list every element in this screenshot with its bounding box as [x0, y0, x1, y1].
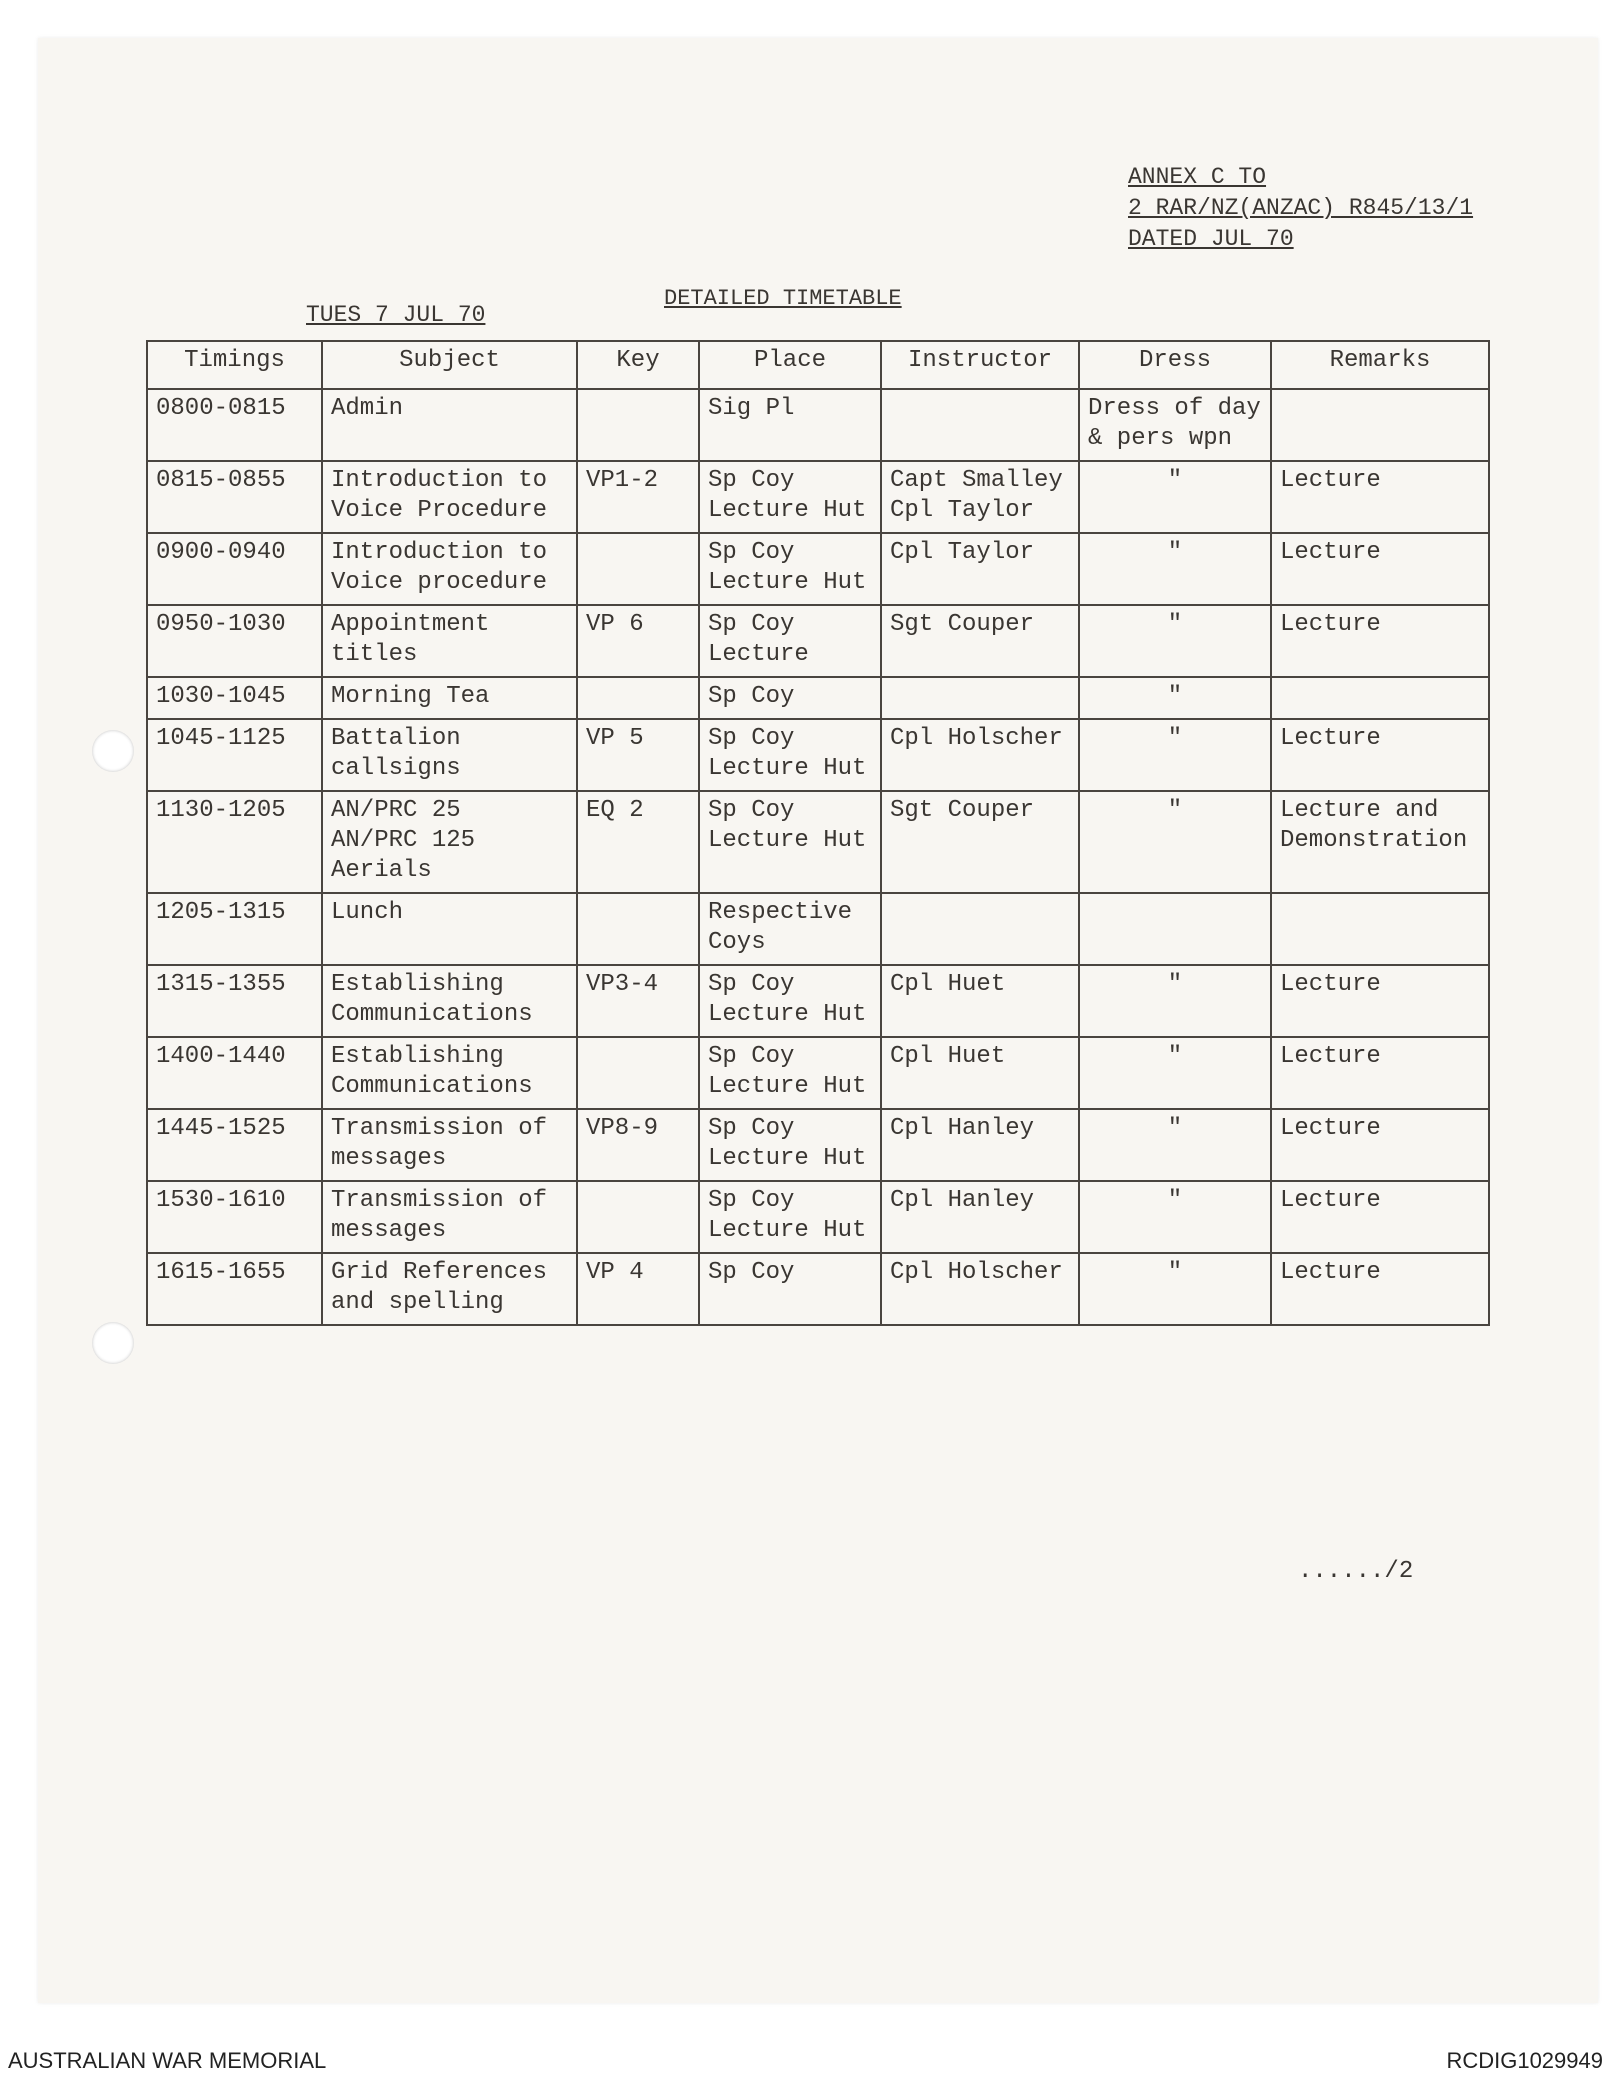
header-place: Place [699, 341, 881, 389]
cell-remarks: Lecture and Demonstration [1271, 791, 1489, 893]
cell-place: Sp Coy Lecture Hut [699, 1181, 881, 1253]
cell-dress: " [1079, 605, 1271, 677]
cell-dress: " [1079, 1109, 1271, 1181]
table-row [147, 461, 1489, 533]
cell-subject: Battalion callsigns [322, 719, 577, 791]
table-row [147, 533, 1489, 605]
table-row [147, 1037, 1489, 1109]
cell-subject: Admin [322, 389, 577, 461]
cell-instructor [881, 389, 1079, 461]
cell-subject: Transmission of messages [322, 1109, 577, 1181]
cell-key: VP 6 [577, 605, 699, 677]
cell-remarks: Lecture [1271, 719, 1489, 791]
cell-key [577, 677, 699, 719]
cell-remarks: Lecture [1271, 1181, 1489, 1253]
cell-instructor: Capt Smalley Cpl Taylor [881, 461, 1079, 533]
cell-remarks: Lecture [1271, 533, 1489, 605]
cell-timing: 0800-0815 [147, 389, 322, 461]
cell-timing: 0900-0940 [147, 533, 322, 605]
table-row [147, 677, 1489, 719]
cell-instructor: Cpl Hanley [881, 1181, 1079, 1253]
cell-instructor: Cpl Holscher [881, 719, 1079, 791]
table-row [147, 389, 1489, 461]
cell-subject: AN/PRC 25 AN/PRC 125 Aerials [322, 791, 577, 893]
cell-timing: 1400-1440 [147, 1037, 322, 1109]
cell-place: Sp Coy Lecture Hut [699, 1109, 881, 1181]
cell-timing: 1045-1125 [147, 719, 322, 791]
cell-dress: " [1079, 719, 1271, 791]
day-title: TUES 7 JUL 70 [306, 302, 486, 328]
cell-timing: 1130-1205 [147, 791, 322, 893]
cell-dress: " [1079, 677, 1271, 719]
cell-remarks [1271, 893, 1489, 965]
cell-remarks: Lecture [1271, 605, 1489, 677]
footer-source: AUSTRALIAN WAR MEMORIAL [8, 2048, 327, 2073]
cell-place: Sp Coy Lecture [699, 605, 881, 677]
header-dress: Dress [1079, 341, 1271, 389]
cell-key: VP 4 [577, 1253, 699, 1325]
cell-timing: 1315-1355 [147, 965, 322, 1037]
cell-place: Sp Coy Lecture Hut [699, 965, 881, 1037]
cell-dress: " [1079, 533, 1271, 605]
cell-place: Respective Coys [699, 893, 881, 965]
header-key: Key [577, 341, 699, 389]
cell-remarks: Lecture [1271, 1037, 1489, 1109]
cell-instructor [881, 893, 1079, 965]
cell-place: Sig Pl [699, 389, 881, 461]
cell-instructor: Cpl Hanley [881, 1109, 1079, 1181]
cell-instructor: Sgt Couper [881, 791, 1079, 893]
footer-id: RCDIG1029949 [1446, 2048, 1603, 2073]
annex-line-3: DATED JUL 70 [1128, 226, 1294, 252]
cell-dress: " [1079, 1037, 1271, 1109]
table-row [147, 965, 1489, 1037]
cell-instructor: Sgt Couper [881, 605, 1079, 677]
cell-place: Sp Coy Lecture Hut [699, 461, 881, 533]
cell-timing: 1030-1045 [147, 677, 322, 719]
header-instructor: Instructor [881, 341, 1079, 389]
cell-timing: 1445-1525 [147, 1109, 322, 1181]
table-row [147, 893, 1489, 965]
cell-instructor: Cpl Holscher [881, 1253, 1079, 1325]
cell-timing: 1530-1610 [147, 1181, 322, 1253]
annex-line-2: 2 RAR/NZ(ANZAC) R845/13/1 [1128, 195, 1474, 221]
cell-place: Sp Coy Lecture Hut [699, 791, 881, 893]
cell-key [577, 1181, 699, 1253]
table-row [147, 1109, 1489, 1181]
cell-subject: Grid References and spelling [322, 1253, 577, 1325]
punch-hole-top [92, 730, 134, 772]
cell-timing: 1615-1655 [147, 1253, 322, 1325]
cell-key [577, 533, 699, 605]
cell-dress: " [1079, 965, 1271, 1037]
cell-key: VP 5 [577, 719, 699, 791]
cell-timing: 0815-0855 [147, 461, 322, 533]
cell-place: Sp Coy Lecture Hut [699, 1037, 881, 1109]
cell-key [577, 389, 699, 461]
cell-key: VP3-4 [577, 965, 699, 1037]
cell-dress: Dress of day & pers wpn [1079, 389, 1271, 461]
table-row [147, 1181, 1489, 1253]
cell-subject: Morning Tea [322, 677, 577, 719]
table-row [147, 605, 1489, 677]
cell-dress: " [1079, 791, 1271, 893]
cell-key [577, 893, 699, 965]
cell-instructor: Cpl Taylor [881, 533, 1079, 605]
cell-subject: Establishing Communications [322, 965, 577, 1037]
table-row [147, 1253, 1489, 1325]
cell-instructor: Cpl Huet [881, 1037, 1079, 1109]
header-remarks: Remarks [1271, 341, 1489, 389]
page-continuation: ....../2 [1298, 1558, 1414, 1585]
annex-reference [1128, 162, 1473, 255]
header-subject: Subject [322, 341, 577, 389]
cell-dress [1079, 893, 1271, 965]
timetable-header-row [147, 341, 1489, 389]
table-row [147, 791, 1489, 893]
cell-place: Sp Coy Lecture Hut [699, 533, 881, 605]
annex-line-1: ANNEX C TO [1128, 164, 1267, 190]
cell-timing: 1205-1315 [147, 893, 322, 965]
cell-remarks: Lecture [1271, 1109, 1489, 1181]
cell-place: Sp Coy Lecture Hut [699, 719, 881, 791]
cell-key: VP8-9 [577, 1109, 699, 1181]
cell-dress: " [1079, 1253, 1271, 1325]
cell-place: Sp Coy [699, 677, 881, 719]
cell-subject: Transmission of messages [322, 1181, 577, 1253]
header-timings: Timings [147, 341, 322, 389]
cell-instructor: Cpl Huet [881, 965, 1079, 1037]
cell-key: EQ 2 [577, 791, 699, 893]
cell-remarks: Lecture [1271, 461, 1489, 533]
cell-remarks: Lecture [1271, 1253, 1489, 1325]
cell-dress: " [1079, 461, 1271, 533]
cell-place: Sp Coy [699, 1253, 881, 1325]
cell-subject: Introduction to Voice Procedure [322, 461, 577, 533]
cell-subject: Establishing Communications [322, 1037, 577, 1109]
cell-key: VP1-2 [577, 461, 699, 533]
punch-hole-bottom [92, 1322, 134, 1364]
cell-remarks [1271, 677, 1489, 719]
timetable [146, 340, 1490, 1326]
document-title: DETAILED TIMETABLE [664, 286, 902, 311]
cell-instructor [881, 677, 1079, 719]
cell-dress: " [1079, 1181, 1271, 1253]
cell-timing: 0950-1030 [147, 605, 322, 677]
cell-subject: Appointment titles [322, 605, 577, 677]
cell-subject: Introduction to Voice procedure [322, 533, 577, 605]
cell-remarks: Lecture [1271, 965, 1489, 1037]
cell-key [577, 1037, 699, 1109]
table-row [147, 719, 1489, 791]
cell-subject: Lunch [322, 893, 577, 965]
cell-remarks [1271, 389, 1489, 461]
